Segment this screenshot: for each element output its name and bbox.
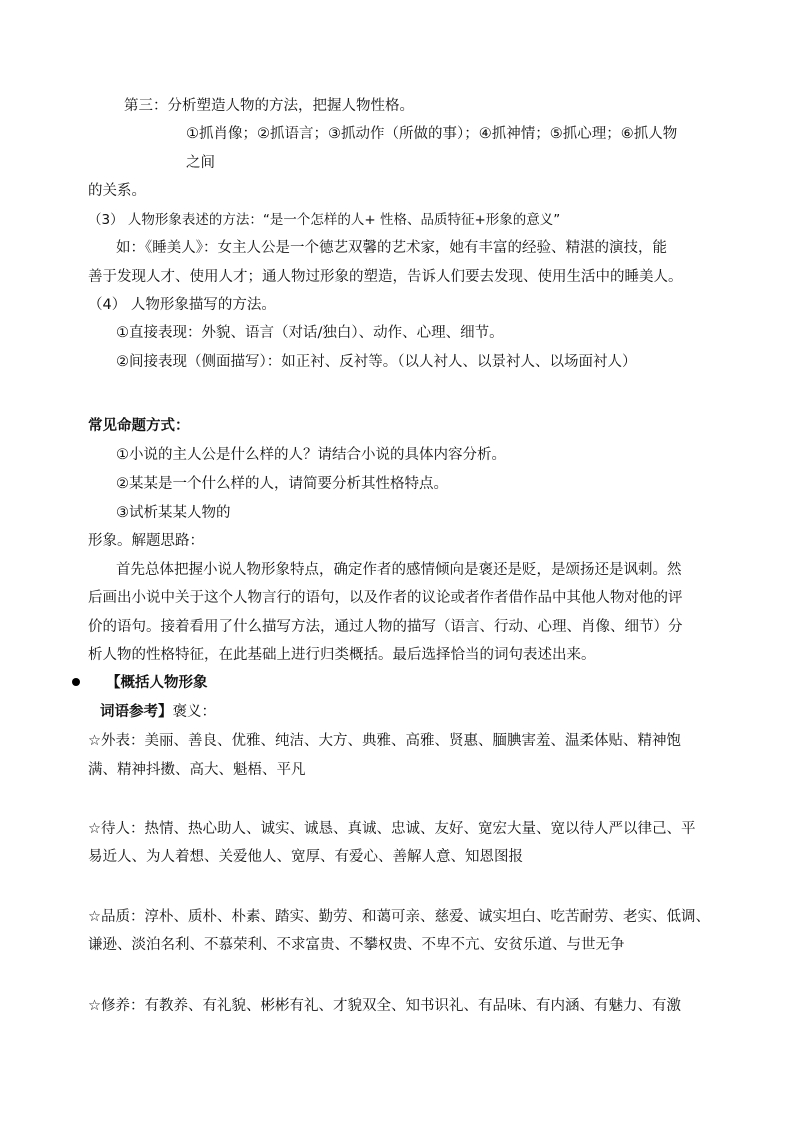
appearance-line-2: 满、精神抖擞、高大、魁梧、平凡	[88, 762, 306, 778]
approach-line-4: 析人物的性格特征，在此基础上进行归类概括。最后选择恰当的词句表述出来。	[88, 647, 596, 663]
item-3-heading: （3） 人物形象表述的方法：“是一个怎样的人+ 性格、品质特征+形象的意义”	[88, 212, 561, 228]
summary-title: 【概括人物形象	[106, 675, 208, 691]
question-2: ②某某是一个什么样的人，请简要分析其性格特点。	[116, 476, 448, 492]
question-1: ①小说的主人公是什么样的人？请结合小说的具体内容分析。	[116, 447, 506, 463]
treatment-line-1: ☆待人：热情、热心助人、诚实、诚恳、真诚、忠诚、友好、宽宏大量、宽以待人严以律己、平	[88, 821, 696, 837]
methods-line-1: ①抓肖像；②抓语言；③抓动作（所做的事）；④抓神情；⑤抓心理；⑥抓人物	[186, 126, 678, 142]
quality-line-2: 谦逊、淡泊名利、不慕荣利、不求富贵、不攀权贵、不卑不亢、安贫乐道、与世无争	[88, 937, 625, 953]
example-line-1: 如：《睡美人》：女主人公是一个德艺双馨的艺术家，她有丰富的经验、精湛的演技，能	[116, 240, 667, 256]
summary-reference	[100, 702, 216, 722]
approach-line-1: 首先总体把握小说人物形象特点，确定作者的感情倾向是褒还是贬，是颂扬还是讽刺。然	[116, 562, 682, 578]
question-3-continued: 形象。解题思路：	[88, 533, 204, 549]
methods-line-2: 之间	[186, 155, 215, 171]
questions-title: 常见命题方式：	[88, 418, 190, 434]
example-line-2: 善于发现人才、使用人才；通人物过形象的塑造，告诉人们要去发现、使用生活中的睡美人。	[88, 269, 683, 285]
indirect-expression: ②间接表现（侧面描写）：如正衬、反衬等。（以人衬人、以景衬人、以场面衬人）	[116, 354, 637, 370]
positive-label: 褒义：	[172, 704, 216, 720]
approach-line-3: 价的语句。接着看用了什么描写方法，通过人物的描写（语言、行动、心理、肖像、细节）分	[88, 619, 683, 635]
approach-line-2: 后画出小说中关于这个人物言行的语句，以及作者的议论或者作者借作品中其他人物对他的评	[88, 590, 683, 606]
direct-expression: ①直接表现：外貌、语言（对话/独白）、动作、心理、细节。	[116, 325, 504, 341]
question-3: ③试析某某人物的	[116, 505, 231, 521]
item-4-heading: （4） 人物形象描写的方法。	[88, 297, 276, 313]
quality-line-1: ☆品质：淳朴、质朴、朴素、踏实、勤劳、和蔼可亲、慈爱、诚实坦白、吃苦耐劳、老实、低调、	[88, 909, 710, 925]
appearance-line-1: ☆外表：美丽、善良、优雅、纯洁、大方、典雅、高雅、贤惠、腼腆害羞、温柔体贴、精神饱	[88, 733, 681, 749]
cultivation-line-1: ☆修养：有教养、有礼貌、彬彬有礼、才貌双全、知书识礼、有品味、有内涵、有魅力、有激	[88, 998, 681, 1014]
bullet-point	[72, 678, 80, 686]
reference-label: 词语参考】	[100, 704, 173, 720]
methods-line-3: 的关系。	[88, 183, 146, 199]
treatment-line-2: 易近人、为人着想、关爱他人、宽厚、有爱心、善解人意、知恩图报	[88, 849, 523, 865]
section-three-title: 第三：分析塑造人物的方法，把握人物性格。	[124, 98, 414, 114]
